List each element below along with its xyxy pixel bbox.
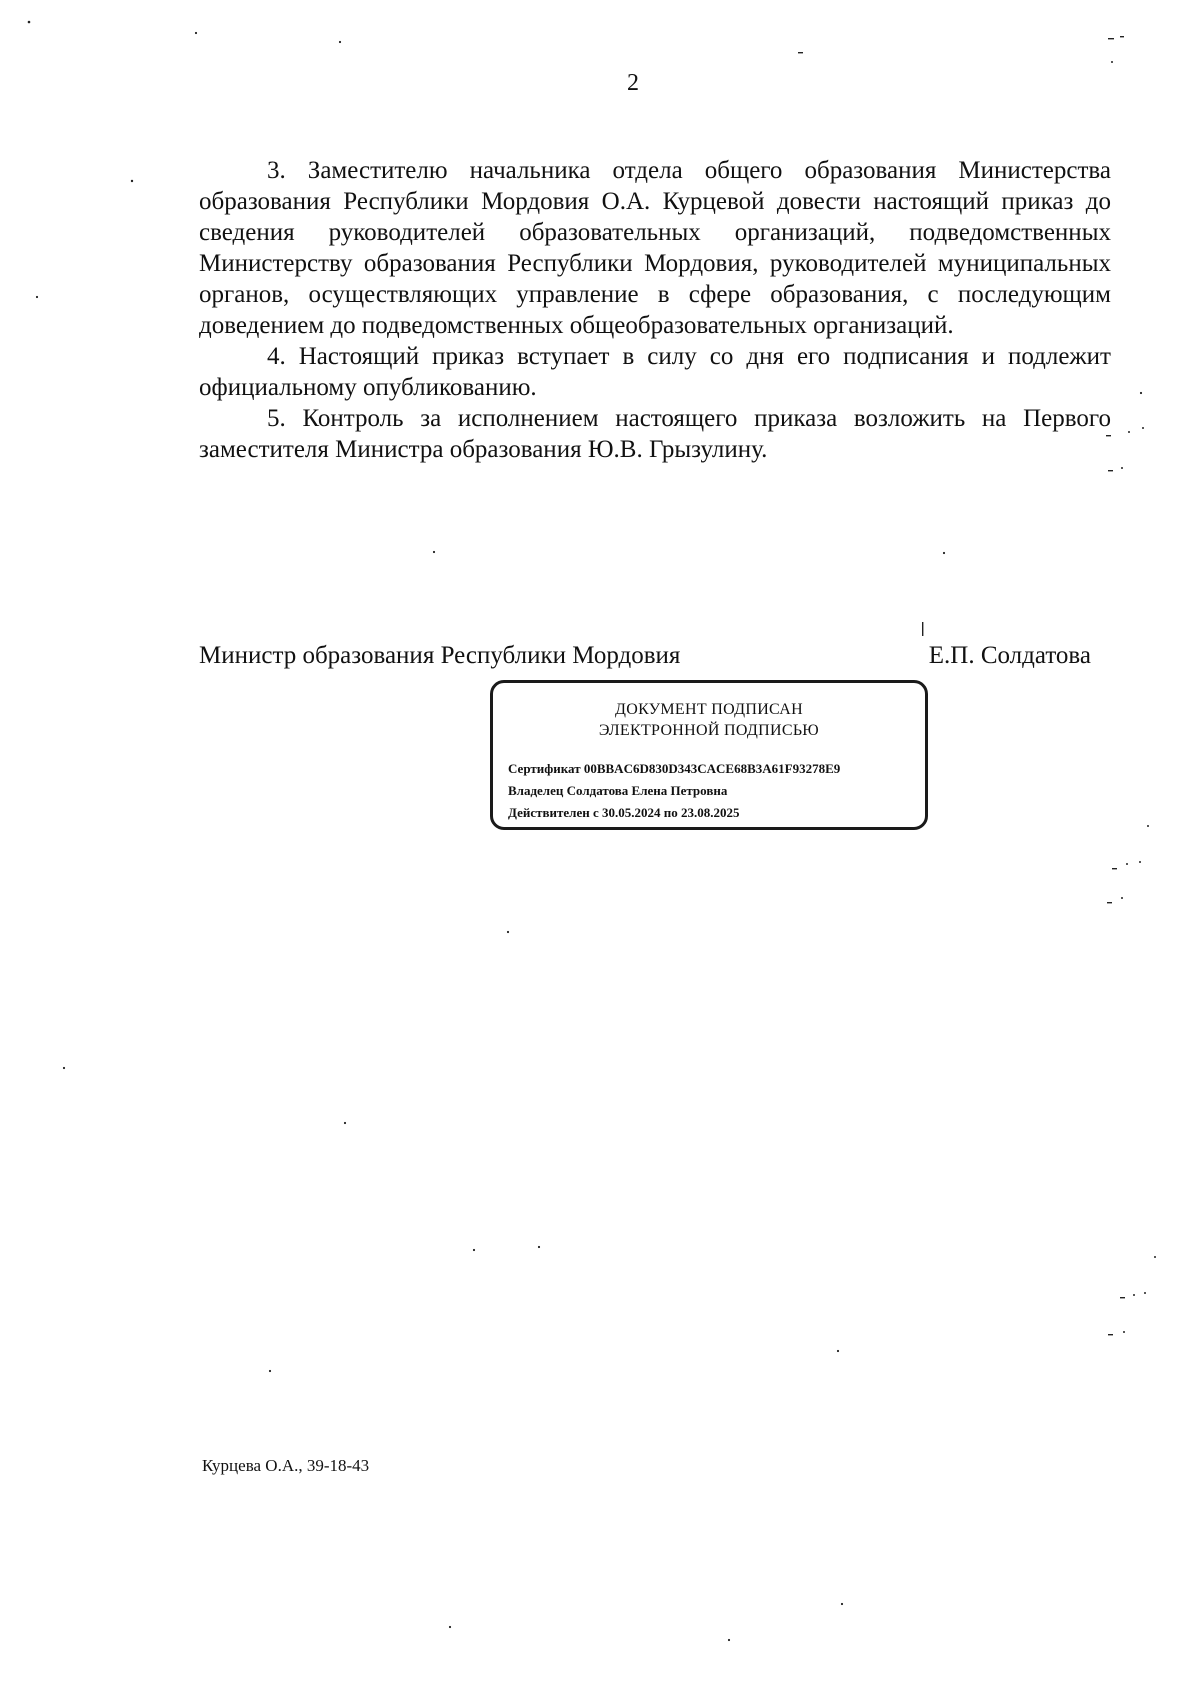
valid-label: Действителен xyxy=(508,805,590,820)
certificate-line xyxy=(508,758,840,780)
executor-contact: Курцева О.А., 39-18-43 xyxy=(202,1456,370,1475)
valid-to-date: 23.08.2025 xyxy=(681,805,740,820)
certificate-value: 00BBAC6D830D343CACE68B3A61F93278E9 xyxy=(583,761,841,776)
valid-to-prefix: по xyxy=(663,805,678,820)
order-body xyxy=(199,155,1111,465)
owner-value: Солдатова Елена Петровна xyxy=(566,783,728,798)
electronic-signature-stamp xyxy=(490,680,928,830)
owner-line xyxy=(508,780,840,802)
valid-from-date: 30.05.2024 xyxy=(602,805,661,820)
stamp-heading-line-1: ДОКУМЕНТ ПОДПИСАН xyxy=(615,701,803,718)
paragraph-3: 3. Заместителю начальника отдела общего образования Министерства образования Республики Мордовия О.А. Курцевой довести настоящий приказ до сведения руководителей образовательных организаций, подведомственных Министерству образования Республики Мордовия, руководителей муниципальных органов, осуществляющих управление в сфере образования, с последующим доведением до подведомственных общеобразовательных организаций. xyxy=(199,157,1111,339)
signatory-title: Министр образования Республики Мордовия xyxy=(199,642,681,669)
signatory-name: Е.П. Солдатова xyxy=(928,642,1091,669)
page-number: 2 xyxy=(627,70,639,96)
stamp-heading-line-2: ЭЛЕКТРОННОЙ ПОДПИСЬЮ xyxy=(598,722,820,739)
valid-from-prefix: с xyxy=(593,805,599,820)
stamp-heading xyxy=(493,699,925,741)
owner-label: Владелец xyxy=(508,783,564,798)
stamp-details xyxy=(508,758,840,824)
paragraph-5: 5. Контроль за исполнением настоящего приказа возложить на Первого заместителя Министра образования Ю.В. Грызулину. xyxy=(199,405,1111,463)
certificate-label: Сертификат xyxy=(508,761,581,776)
validity-line xyxy=(508,802,840,824)
paragraph-4: 4. Настоящий приказ вступает в силу со дня его подписания и подлежит официальному опубликованию. xyxy=(199,343,1111,401)
